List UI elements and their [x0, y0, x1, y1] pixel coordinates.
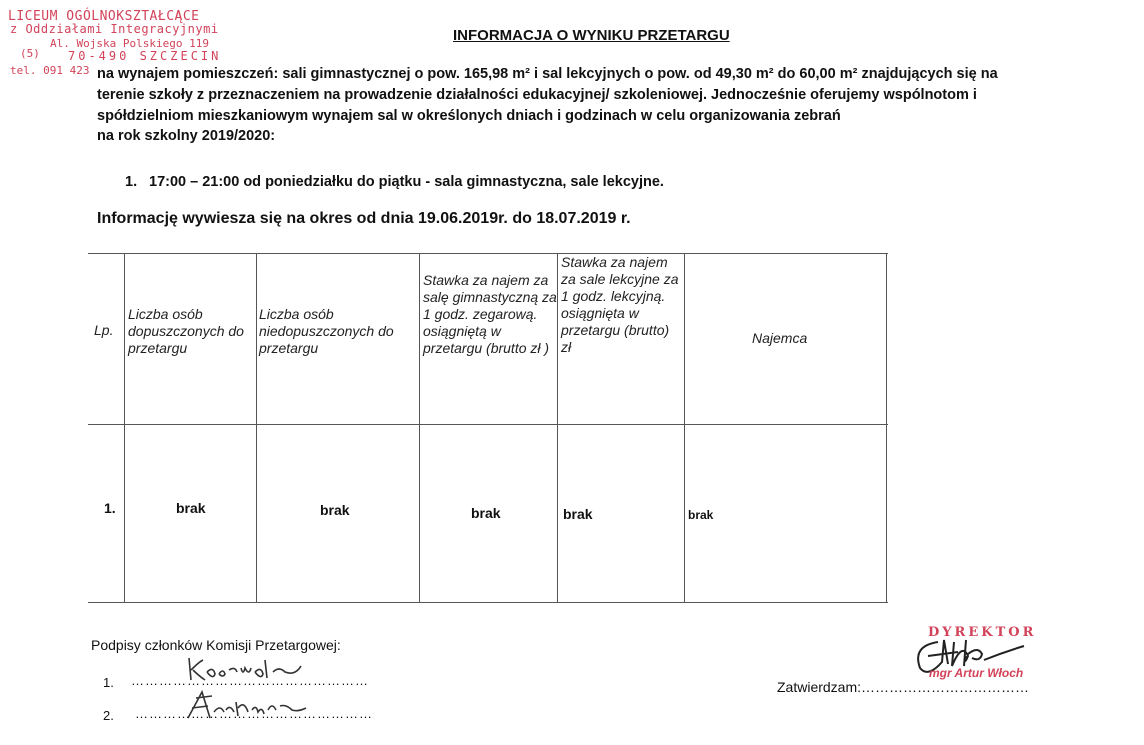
cell-gym-rate: brak: [471, 505, 501, 521]
header-lp: Lp.: [94, 322, 114, 338]
signature-2-line: ……………………………………………: [135, 706, 373, 721]
intro-paragraph-line: terenie szkoły z przeznaczeniem na prowadzenie działalności edukacyjnej/ szkoleniowej. Jednocześnie oferujemy wspólnotom i: [97, 87, 977, 103]
header-admitted: Liczba osób dopuszczonych do przetargu: [128, 306, 244, 356]
stamp-line-number: (5): [20, 47, 40, 60]
intro-paragraph-line: na rok szkolny 2019/2020:: [97, 128, 276, 144]
cell-lp: 1.: [104, 500, 116, 516]
document-title: INFORMACJA O WYNIKU PRZETARGU: [453, 27, 730, 44]
table-column-divider: [419, 253, 420, 603]
approval-label: Zatwierdzam:………………………………: [777, 679, 1030, 695]
table-column-divider: [124, 253, 125, 603]
signatures-label: Podpisy członków Komisji Przetargowej:: [91, 637, 341, 653]
cell-tenant: brak: [688, 508, 714, 522]
director-stamp-title: DYREKTOR: [928, 625, 1037, 640]
cell-admitted: brak: [176, 500, 206, 516]
stamp-line-street: Al. Wojska Polskiego 119: [50, 37, 209, 50]
header-tenant: Najemca: [752, 330, 808, 346]
table-border-bottom: [88, 602, 888, 603]
intro-paragraph-line: spółdzielniom mieszkaniowym wynajem sal w określonych dniach i godzinach w celu organizowania zebrań: [97, 108, 841, 124]
signature-2-handwriting: [182, 688, 312, 722]
list-item-text: 17:00 – 21:00 od poniedziałku do piątku - sala gimnastyczna, sale lekcyjne.: [149, 174, 664, 190]
signature-2-number: 2.: [103, 708, 114, 723]
intro-paragraph-line: na wynajem pomieszczeń: sali gimnastycznej o pow. 165,98 m² i sal lekcyjnych o pow. od 49,30 m² do 60,00 m² znajdujących się na: [97, 66, 998, 82]
header-not-admitted: Liczba osób niedopuszczonych do przetargu: [259, 306, 394, 356]
table-border-right: [886, 253, 887, 603]
stamp-line-city: 70-490 SZCZECIN: [68, 49, 222, 63]
signature-1-line: ……………………………………………: [131, 673, 369, 688]
stamp-line-subtitle: z Oddziałami Integracyjnymi: [10, 22, 219, 36]
cell-class-rate: brak: [563, 506, 593, 522]
list-item-number: 1.: [125, 174, 138, 190]
header-class-rate: Stawka za najem za sale lekcyjne za 1 godz. lekcyjną. osiągnięta w przetargu (brutto) zł: [561, 254, 679, 355]
table-border-top: [88, 253, 888, 254]
stamp-line-school-name: LICEUM OGÓLNOKSZTAŁCĄCE: [8, 9, 200, 24]
director-stamp-name: mgr Artur Włoch: [929, 666, 1024, 680]
posting-period: Informację wywiesza się na okres od dnia 19.06.2019r. do 18.07.2019 r.: [97, 210, 631, 227]
table-header-divider: [88, 424, 888, 425]
table-column-divider: [256, 253, 257, 603]
table-column-divider: [684, 253, 685, 603]
signature-1-number: 1.: [103, 675, 114, 690]
signature-1-handwriting: [185, 652, 305, 686]
cell-not-admitted: brak: [320, 502, 350, 518]
stamp-line-phone: tel. 091 423: [10, 64, 90, 77]
header-gym-rate: Stawka za najem za salę gimnastyczną za 1 godz. zegarową. osiągniętą w przetargu (brutto zł ): [423, 272, 557, 356]
